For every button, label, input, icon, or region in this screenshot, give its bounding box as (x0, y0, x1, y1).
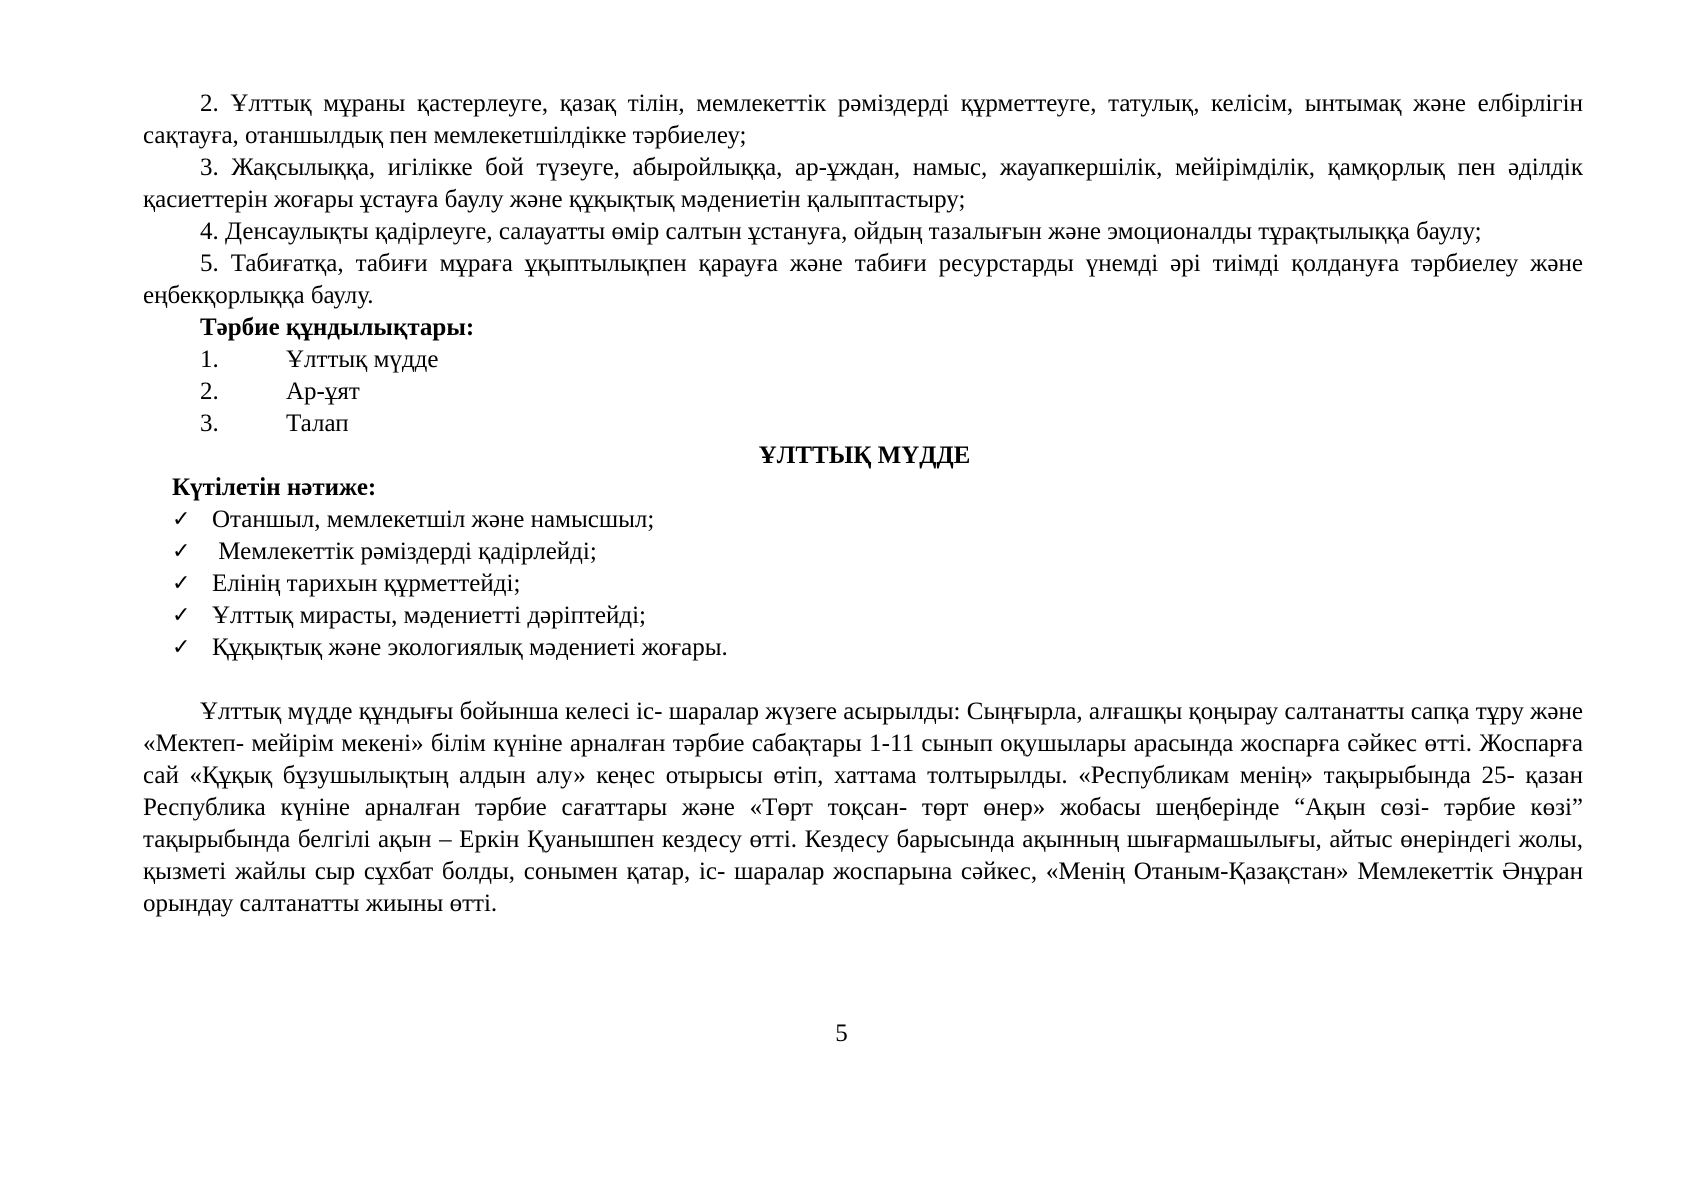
section-title: ҰЛТТЫҚ МҮДДЕ (758, 442, 971, 469)
results-heading: Күтілетін нәтиже: (172, 474, 377, 501)
list-item (143, 408, 1583, 440)
list-item (143, 536, 1583, 568)
document-page (143, 88, 1583, 920)
list-item-label: Ұлттық мүдде (286, 346, 439, 373)
checkmark-icon: ✓ (172, 571, 191, 596)
list-item-label: Мемлекеттік рәміздерді қадірлейді; (212, 538, 597, 565)
objective-paragraph-3: 3. Жақсылыққа, игілікке бой түзеуге, абыройлыққа, ар-ұждан, намыс, жауапкершілік, мейірімділік, қамқорлық пен әділдік қасиеттерін жоғары ұстауға баулу және құқықтық мәдениетін қалыптастыру; (143, 154, 1583, 213)
list-item-label: Отаншыл, мемлекетшіл және намысшыл; (212, 506, 655, 533)
list-item-number: 3. (200, 410, 219, 437)
list-item-label: Ар-ұят (286, 378, 360, 405)
list-item-number: 1. (200, 346, 219, 373)
checkmark-icon: ✓ (172, 539, 191, 564)
list-item-label: Талап (286, 410, 349, 437)
list-item-label: Ұлттық мирасты, мәдениетті дәріптейді; (212, 602, 646, 629)
values-list (143, 344, 1583, 440)
list-item (143, 568, 1583, 600)
list-item (143, 376, 1583, 408)
list-item (143, 344, 1583, 376)
list-item (143, 600, 1583, 632)
checkmark-icon: ✓ (172, 603, 191, 628)
checkmark-icon: ✓ (172, 507, 191, 532)
summary-paragraph: Ұлттық мүдде құндығы бойынша келесі іс- шаралар жүзеге асырылды: Сыңғырла, алғашқы қоңырау салтанатты сапқа тұру және «Мектеп- мейірім мекені» білім күніне арналған тәрбие сабақтары 1-11 сынып оқушылары арасында жоспарға сәйкес өтті. Жоспарға сай «Құқық бұзушылықтың алдын алу» кеңес отырысы өтіп, хаттама толтырылды. «Республикам менің» тақырыбында 25- қазан Республика күніне арналған тәрбие сағаттары және «Төрт тоқсан- төрт өнер» жобасы шеңберінде “Ақын сөзі- тәрбие көзі” тақырыбында белгілі ақын – Еркін Қуанышпен кездесу өтті. Кездесу барысында ақынның шығармашылығы, айтыс өнеріндегі жолы, қызметі жайлы сыр сұхбат болды, сонымен қатар, іс- шаралар жоспарына сәйкес, «Менің Отаным-Қазақстан» Мемлекеттік Әнұран орындау салтанатты жиыны өтті. (143, 698, 1583, 917)
list-item-label: Елінің тарихын құрметтейді; (212, 570, 521, 597)
values-heading: Тәрбие құндылықтары: (200, 314, 475, 341)
page-number: 5 (835, 1020, 848, 1047)
objective-paragraph-2: 2. Ұлттық мұраны қастерлеуге, қазақ тілін, мемлекеттік рәміздерді құрметтеуге, татулық, келісім, ынтымақ және елбірлігін сақтауға, отаншылдық пен мемлекетшілдікке тәрбиелеу; (143, 90, 1583, 149)
list-item-label: Құқықтық және экологиялық мәдениеті жоғары. (212, 634, 728, 661)
objective-paragraph-5: 5. Табиғатқа, табиғи мұраға ұқыптылықпен қарауға және табиғи ресурстарды үнемді әрі тиімді қолдануға тәрбиелеу және еңбекқорлыққа баулу. (143, 250, 1583, 309)
list-item (143, 504, 1583, 536)
blank-line (143, 664, 1583, 696)
list-item (143, 632, 1583, 664)
objective-paragraph-4: 4. Денсаулықты қадірлеуге, салауатты өмір салтын ұстануға, ойдың тазалығын және эмоционалды тұрақтылыққа баулу; (200, 218, 1482, 245)
list-item-number: 2. (200, 378, 219, 405)
checkmark-icon: ✓ (172, 635, 191, 660)
results-list (143, 504, 1583, 664)
